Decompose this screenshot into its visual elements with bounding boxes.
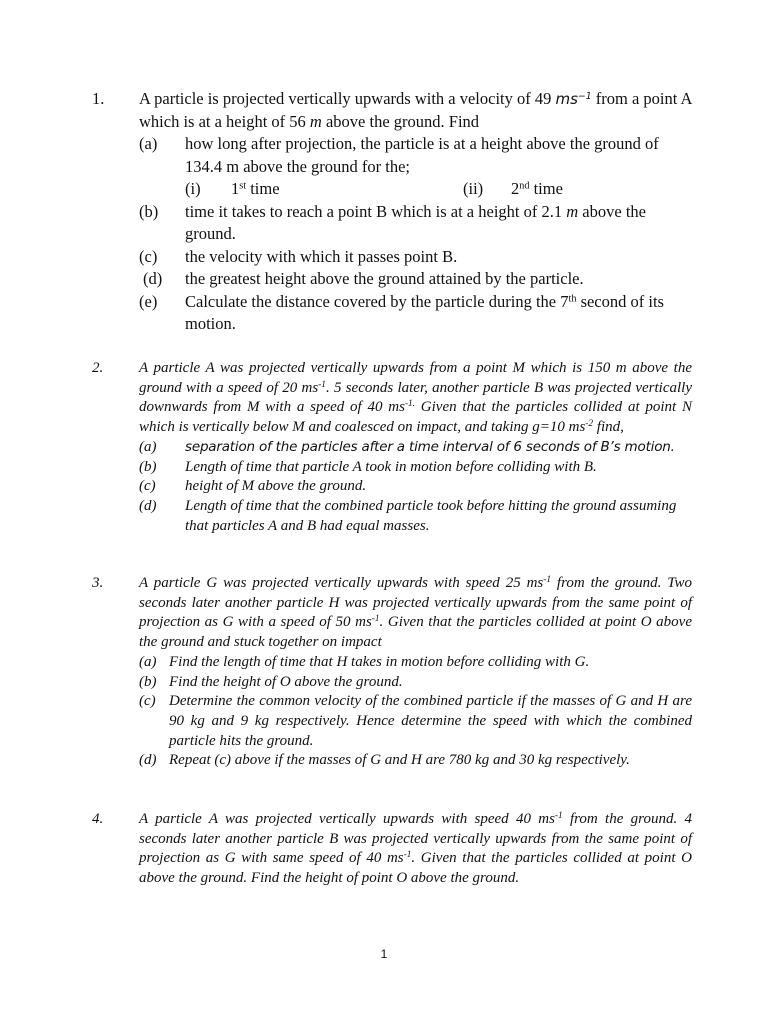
part-label: (c) [139,693,156,710]
part-label: (c) [139,478,156,495]
part-e [139,291,692,336]
part-text: how long after projection, the particle is at a height above the ground of 134.4 m above the ground for the; [185,134,659,176]
subpart-text-ii: 2nd time [511,179,563,198]
subpart-text-i: 1st time [231,179,280,198]
subpart-label-ii: (ii) [463,179,484,198]
part-text: Repeat (c) above if the masses of G and H are 780 kg and 30 kg respectively. [169,752,630,769]
question-4 [92,810,692,889]
part-label: (a) [139,653,157,670]
question-body [139,574,692,771]
question-number: 2. [92,360,104,376]
question-body [139,88,692,336]
question-body [139,810,692,889]
part-d [139,268,692,291]
part-c [139,246,692,269]
part-text: time it takes to reach a point B which is at a height of 2.1 m above the ground. [185,201,646,243]
part-label: (a) [139,134,158,153]
part-text: height of M above the ground. [185,478,367,495]
part-text: the velocity with which it passes point B. [185,246,458,266]
question-number: 4. [92,811,104,827]
unit-ms: $ms^{-1}$ [555,90,592,108]
part-label: (b) [139,458,157,475]
part-label: (a) [139,438,157,455]
question-number: 3. [92,575,104,591]
part-d [139,497,692,536]
question-3 [92,574,692,771]
part-label: (b) [139,201,159,221]
question-stem: A particle A was projected vertically upwards from a point M which is 150 m above the ground with a speed of 20 $ms^{-1}$. 5 seconds later, another particle B was projected vertically downwards from M with a speed of 40 $ms^{-1.}$ Given that the particles collided at point N which is vertically below M and coalesced on impact, and taking g=10 $ms^{-2}$ find, [139,360,693,436]
part-a [139,133,692,178]
part-a-subparts [139,178,692,201]
part-c [139,692,692,751]
question-body [139,359,692,536]
part-a [139,438,692,458]
part-label: (d) [139,752,157,769]
part-label: (e) [139,291,158,311]
part-d [139,751,692,771]
part-label: (d) [139,497,157,514]
part-text: Find the length of time that H takes in motion before colliding with G. [169,653,590,670]
part-label: (d) [143,269,163,288]
part-text: Determine the common velocity of the combined particle if the masses of G and H are 90 kg and 9 kg respectively. Hence determine the speed with which the combined particle hits the ground. [169,693,692,749]
part-text: separation of the particles after a time interval of 6 seconds of B’s motion. [185,438,675,455]
part-text: Calculate the distance covered by the particle during the 7th second of its motion. [185,291,664,333]
part-b [139,673,692,693]
part-label: (b) [139,673,157,690]
question-stem: A particle G was projected vertically upwards with speed 25 $ms^{-1}$ from the ground. Two seconds later another particle H was projected vertically upwards from the same point of projection as G with a speed of 50 $ms^{-1}$. Given that the particles collided at point O above the ground and stuck together on impact [139,574,693,651]
subpart-label-i: (i) [185,179,201,198]
part-b [139,458,692,478]
question-number: 1. [92,89,105,108]
part-c [139,477,692,497]
part-text: Find the height of O above the ground. [169,673,403,690]
part-a [139,653,692,673]
part-label: (c) [139,246,158,266]
part-text: the greatest height above the ground attained by the particle. [185,269,584,288]
page-number: 1 [380,947,388,961]
question-stem: A particle is projected vertically upwards with a velocity of 49 $ms^{-1}$ from a point A which is at a height of 56 m above the ground. Find [139,89,692,131]
question-stem: A particle A was projected vertically upwards with speed 40 $ms^{-1}$ from the ground. 4 seconds later another particle B was projected vertically upwards from the same point of projection as G with same speed of 40 $ms^{-1}$. Given that the particles collided at point O above the ground. Find the height of point O above the ground. [139,810,692,887]
part-text: Length of time that particle A took in motion before colliding with B. [185,458,597,475]
part-b [139,201,692,246]
part-text: Length of time that the combined particle took before hitting the ground assuming that particles A and B had equal masses. [185,497,677,534]
question-1 [92,88,692,336]
question-2 [92,359,692,536]
